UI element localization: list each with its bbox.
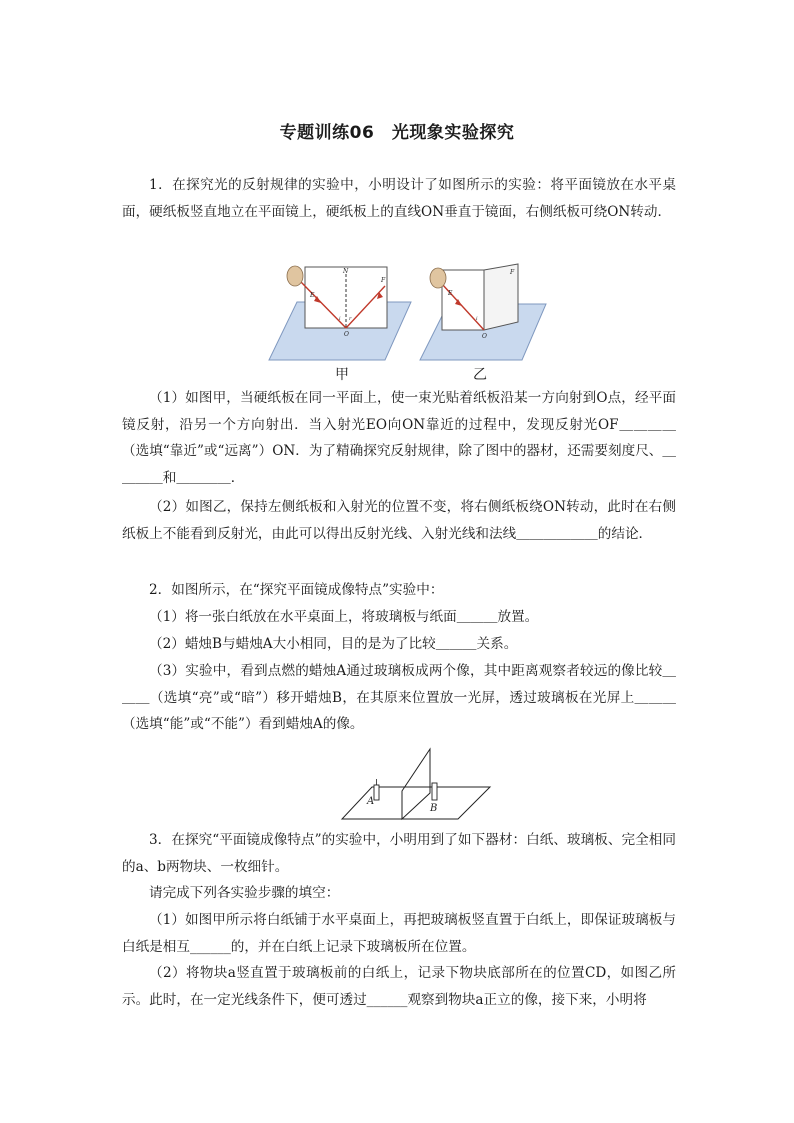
q3-part2: （2）将物块a竖直置于玻璃板前的白纸上，记录下物块底部所在的位置CD，如图乙所示。此时，在一定光线条件下，便可透过______观察到物块a正立的像，接下来，小明将: [122, 965, 676, 1008]
q1-part2: （2）如图乙，保持左侧纸板和入射光的位置不变，将右侧纸板绕ON转动，此时在右侧纸板上不能看到反射光，由此可以得出反射光线、入射光线和法线＿＿＿＿＿＿的结论．: [122, 499, 676, 542]
label-b: B: [430, 803, 438, 814]
caption-yi: 乙: [473, 367, 487, 383]
q3-stem: 3．在探究“平面镜成像特点”的实验中，小明用到了如下器材：白纸、玻璃板、完全相同的a、b两物块、一枚细针。: [122, 832, 676, 875]
glass-plate: [402, 749, 430, 819]
laser-hand: [430, 268, 446, 288]
candle-a: [374, 785, 379, 800]
label-e: E: [448, 290, 453, 297]
label-o: O: [482, 333, 487, 340]
q2-part2: （2）蜡烛B与蜡烛A大小相同，目的是为了比较＿＿＿关系。: [149, 636, 518, 652]
q2-part3: （3）实验中，看到点燃的蜡烛A通过玻璃板成两个像，其中距离观察者较远的像比较＿＿＿（选填“亮”或“暗”）移开蜡烛B，在其原来位置放一光屏，透过玻璃板在光屏上＿＿＿（选填“能”或“不能”）看到蜡烛A的像。: [122, 663, 676, 732]
laser-hand: [287, 266, 303, 286]
reflection-figure-jia: [265, 262, 415, 364]
candle-b: [432, 783, 437, 800]
white-paper: [342, 787, 490, 819]
q1-stem: 1．在探究光的反射规律的实验中，小明设计了如图所示的实验：将平面镜放在水平桌面，硬纸板竖直地立在平面镜上，硬纸板上的直线ON垂直于镜面，右侧纸板可绕ON转动．: [122, 177, 676, 220]
label-n: N: [343, 268, 349, 275]
label-i: i: [476, 316, 478, 322]
reflection-figure-yi: [418, 262, 548, 364]
q2-stem: 2．如图所示，在“探究平面镜成像特点”实验中：: [149, 582, 444, 598]
label-f: F: [510, 269, 515, 276]
label-i: i: [339, 316, 341, 322]
q2-part1: （1）将一张白纸放在水平桌面上，将玻璃板与纸面＿＿＿放置。: [149, 609, 539, 625]
caption-jia: 甲: [335, 367, 349, 383]
label-f: F: [381, 277, 386, 284]
label-r: r: [349, 316, 352, 322]
plane-mirror-figure: [340, 745, 492, 823]
label-e: E: [310, 292, 315, 299]
label-o: O: [344, 331, 349, 338]
label-a: A: [367, 796, 375, 807]
q1-part1: （1）如图甲，当硬纸板在同一平面上，使一束光贴着纸板沿某一方向射到O点，经平面镜反射，沿另一个方向射出．当入射光EO向ON靠近的过程中，发现反射光OF＿＿＿＿（选填“靠近”或“远离”）ON．为了精确探究反射规律，除了图中的器材，还需要刻度尺、＿＿＿＿和＿＿＿＿．: [122, 390, 676, 486]
cardboard-left: [442, 270, 484, 330]
page-title: 专题训练06 光现象实验探究: [279, 123, 515, 143]
q3-instruction: 请完成下列各实验步骤的填空：: [149, 885, 340, 901]
q3-part1: （1）如图甲所示将白纸铺于水平桌面上，再把玻璃板竖直置于白纸上，即保证玻璃板与白纸是相互______的，并在白纸上记录下玻璃板所在位置。: [122, 912, 676, 955]
